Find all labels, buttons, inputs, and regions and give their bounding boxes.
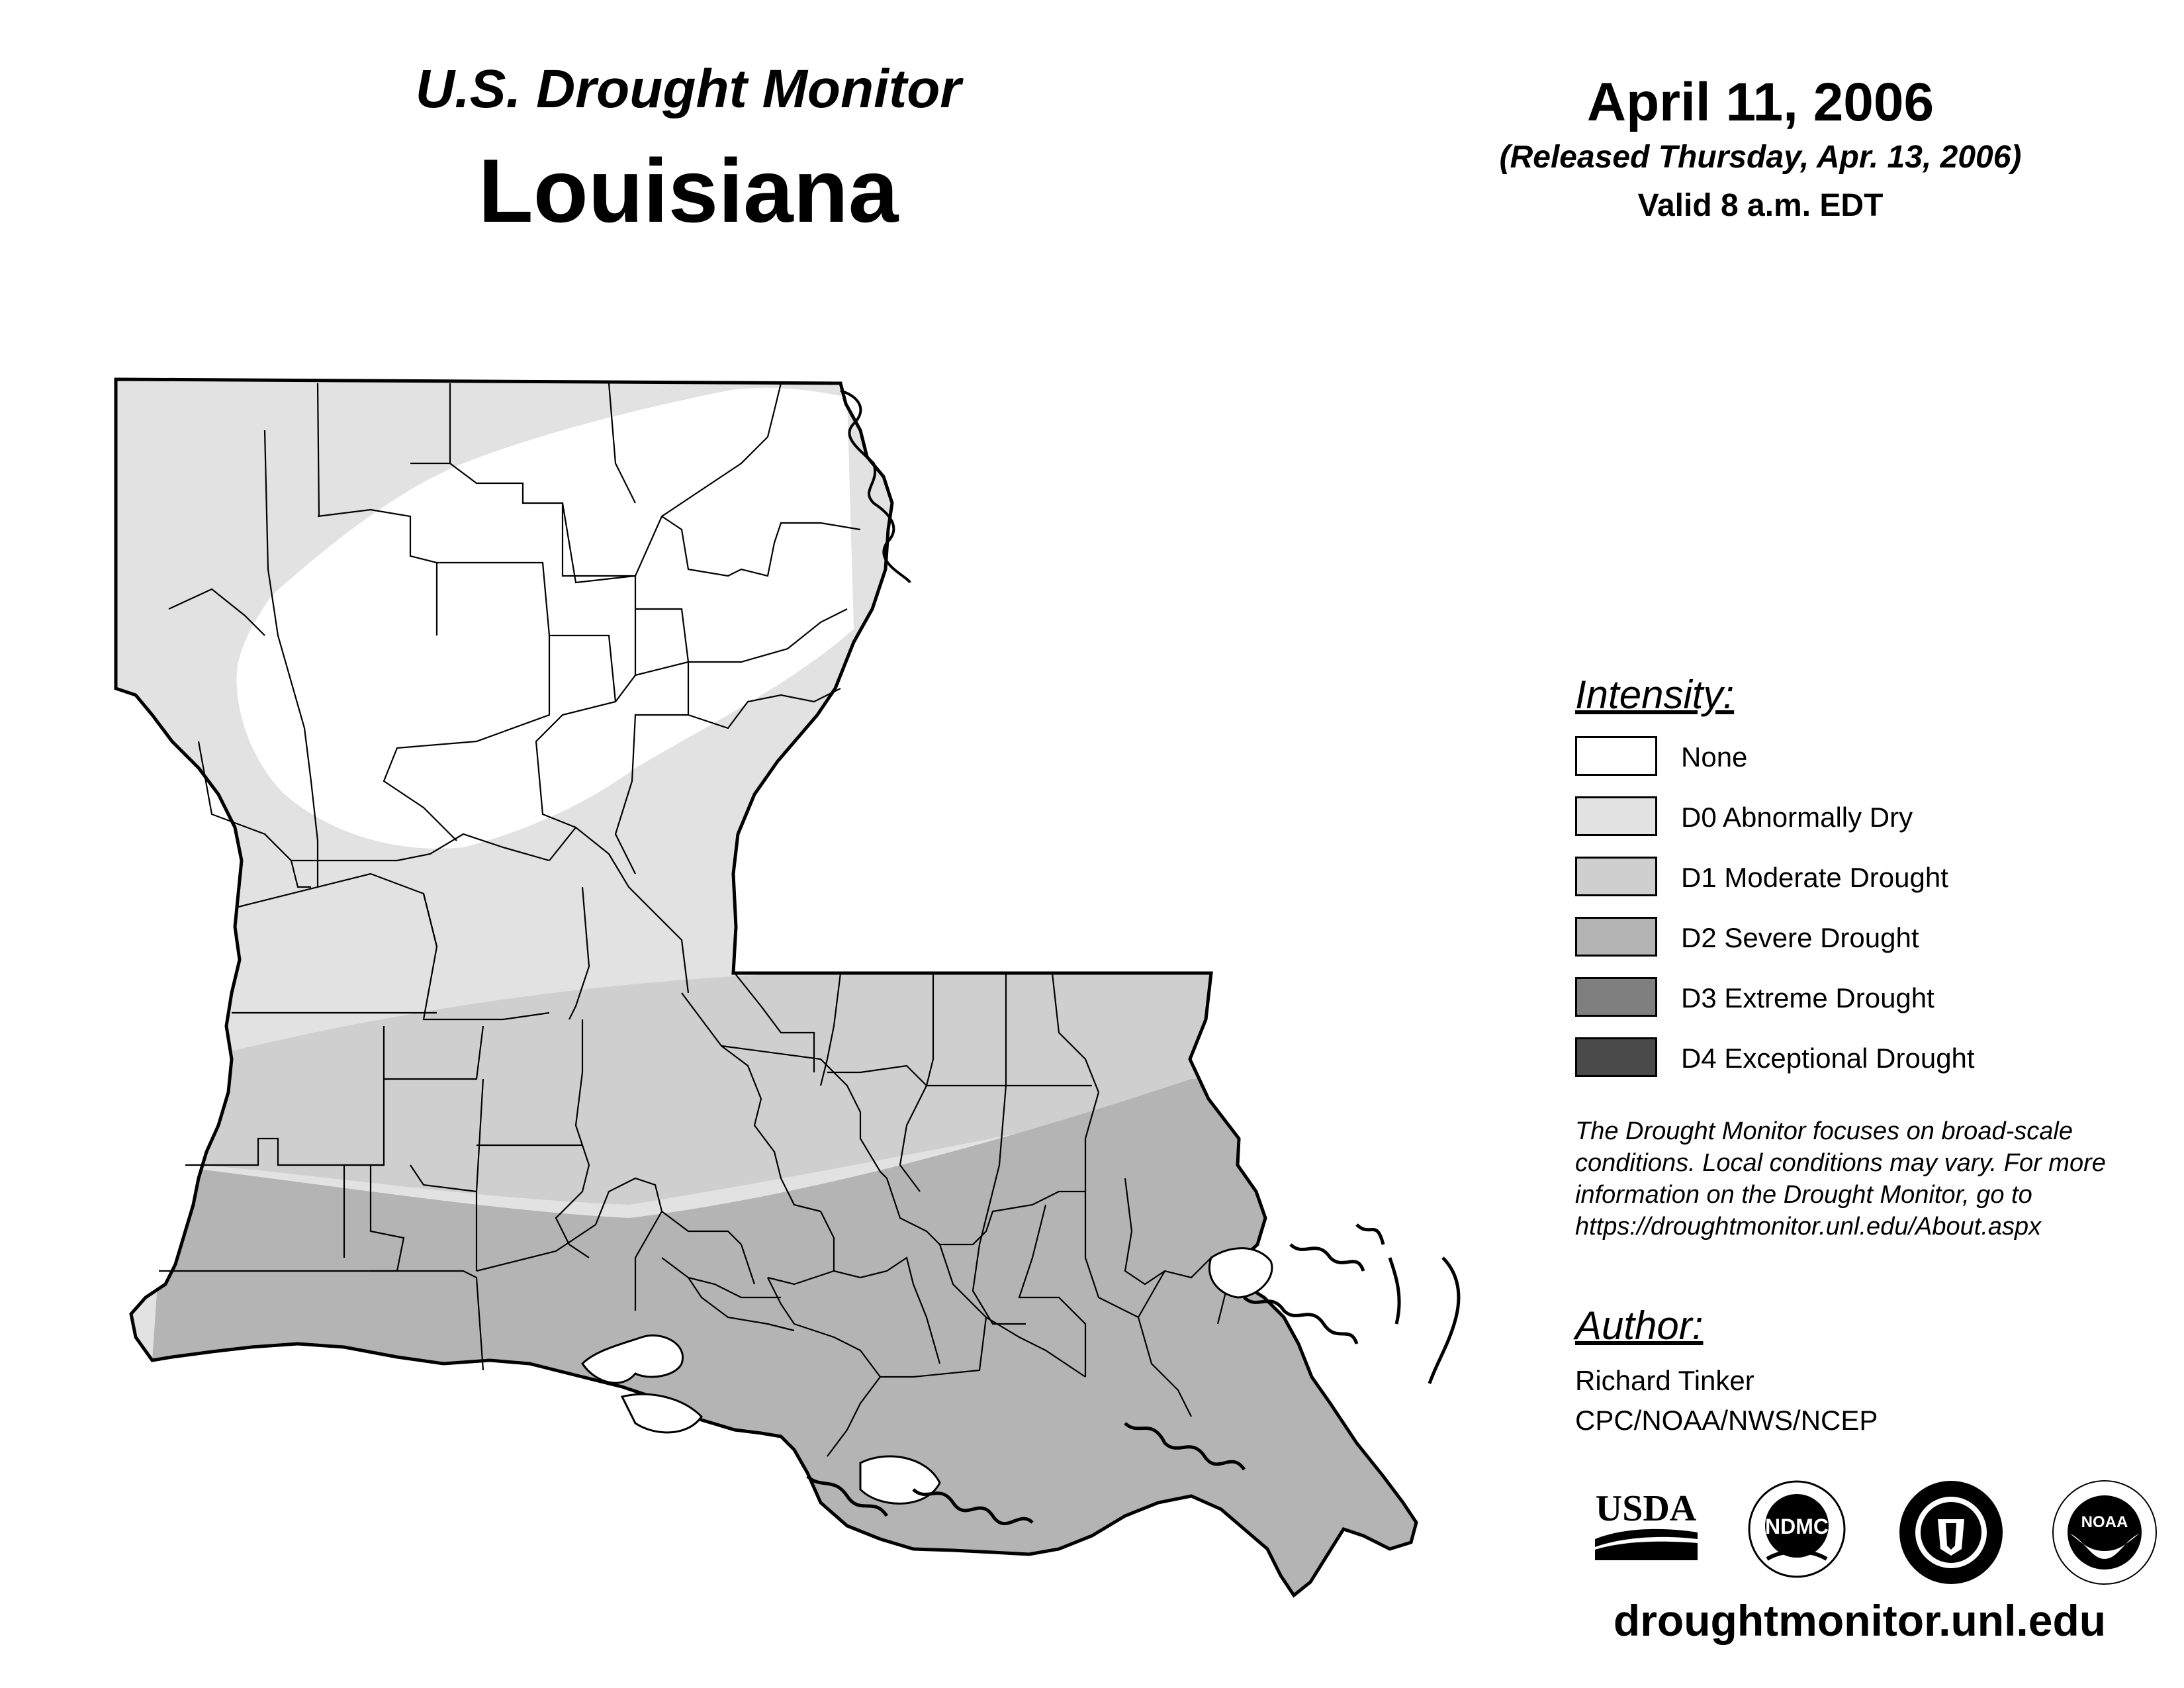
usda-logo — [1592, 1486, 1701, 1562]
legend-label: None — [1681, 741, 1748, 773]
valid-time: Valid 8 a.m. EDT — [1637, 188, 1884, 223]
note-line: information on the Drought Monitor, go to — [1575, 1181, 2032, 1209]
legend-item-none — [1575, 736, 2105, 780]
legend-label: D2 Severe Drought — [1681, 922, 1919, 953]
map-title: Louisiana — [478, 140, 899, 241]
legend-swatch — [1575, 1037, 1657, 1077]
author-name: Richard Tinker — [1575, 1365, 1754, 1396]
legend-item-d1 — [1575, 857, 2105, 900]
author-org: CPC/NOAA/NWS/NCEP — [1575, 1405, 1878, 1436]
legend-item-d0 — [1575, 796, 2105, 840]
legend-item-d2 — [1575, 917, 2105, 961]
author-title: Author: — [1575, 1303, 1704, 1348]
legend-swatch — [1575, 977, 1657, 1017]
legend-label: D1 Moderate Drought — [1681, 862, 1948, 893]
disclaimer-note — [1575, 1115, 2171, 1243]
legend-swatch — [1575, 857, 1657, 896]
legend-swatch — [1575, 917, 1657, 957]
svg-text:NOAA: NOAA — [2081, 1513, 2128, 1531]
legend-swatch — [1575, 796, 1657, 836]
noaa-logo — [2052, 1479, 2158, 1585]
legend-swatch — [1575, 736, 1657, 776]
legend-item-d3 — [1575, 977, 2105, 1021]
legend-label: D3 Extreme Drought — [1681, 982, 1934, 1013]
svg-text:NDMC: NDMC — [1765, 1515, 1829, 1538]
map-date: April 11, 2006 — [1586, 72, 1934, 132]
release-date: (Released Thursday, Apr. 13, 2006) — [1499, 140, 2022, 175]
commerce-seal-logo — [1898, 1479, 2004, 1585]
legend-label: D4 Exceptional Drought — [1681, 1043, 1975, 1074]
website-url[interactable]: droughtmonitor.unl.edu — [1613, 1596, 2107, 1645]
legend-title: Intensity: — [1575, 673, 1735, 717]
legend-label: D0 Abnormally Dry — [1681, 802, 1913, 833]
note-line: The Drought Monitor focuses on broad-scale — [1575, 1117, 2073, 1145]
svg-text:USDA: USDA — [1595, 1488, 1697, 1529]
legend-item-d4 — [1575, 1037, 2105, 1081]
map-supertitle: U.S. Drought Monitor — [415, 59, 962, 119]
ndmc-logo — [1747, 1479, 1846, 1579]
note-line: conditions. Local conditions may vary. For more — [1575, 1149, 2106, 1177]
note-link[interactable]: https://droughtmonitor.unl.edu/About.aspx — [1575, 1213, 2042, 1241]
